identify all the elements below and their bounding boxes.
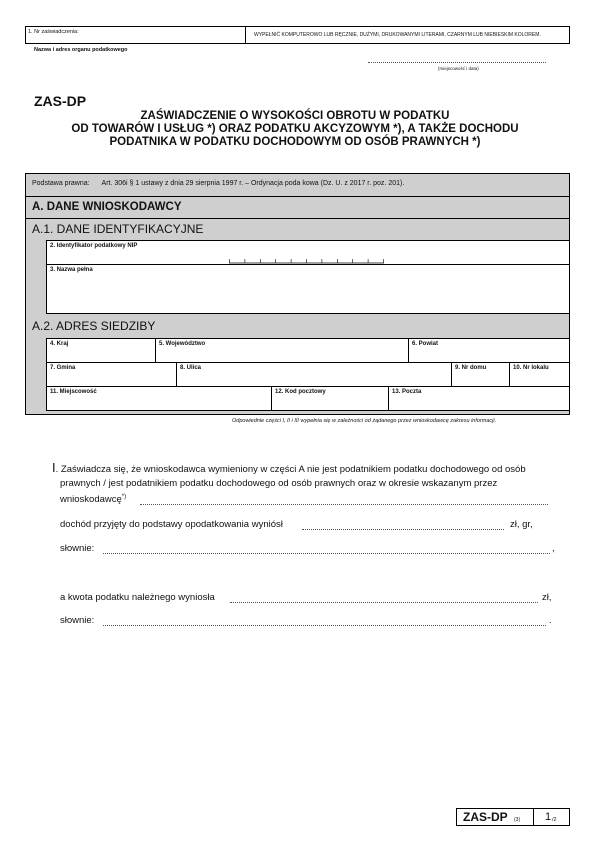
period-line[interactable] bbox=[140, 504, 548, 505]
wojewodztwo-label: 5. Województwo bbox=[159, 341, 206, 347]
footer-code-box bbox=[456, 808, 534, 826]
footer-pages: /2 bbox=[552, 817, 557, 823]
legal-text: Art. 306i § 1 ustawy z dnia 29 sierpnia 1997 r. – Ordynacja poda kowa (Dz. U. z 2017 r. poz. 201). bbox=[101, 180, 405, 187]
part-i-line3 bbox=[60, 494, 126, 505]
tax-label: a kwota podatku należnego wyniosła bbox=[60, 592, 215, 603]
office-label: Nazwa i adres organu podatkowego bbox=[34, 47, 128, 53]
nr-zaswiadczenia-box[interactable] bbox=[25, 26, 246, 44]
nip-field[interactable] bbox=[46, 240, 570, 265]
words2-label: słownie: bbox=[60, 615, 95, 626]
section-note: Odpowiednie części I, II i III wypełnia się w zależności od żądanego przez wnioskodawcę zakresu informacji. bbox=[232, 418, 497, 424]
kraj-field[interactable] bbox=[46, 338, 156, 363]
footer-version: (3) bbox=[514, 817, 521, 823]
words1-label: słownie: bbox=[60, 543, 95, 554]
part-i-line2: prawnych / jest podatnikiem podatku dochodowego od osób prawnych oraz w okresie wskazanym przez bbox=[60, 478, 498, 489]
words1-end: , bbox=[552, 543, 555, 554]
words2-end: . bbox=[549, 615, 552, 626]
income-amount-line[interactable] bbox=[302, 529, 504, 530]
nr-domu-label: 9. Nr domu bbox=[455, 365, 487, 371]
full-name-label: 3. Nazwa pełna bbox=[50, 267, 93, 273]
nr-domu-field[interactable] bbox=[451, 362, 510, 387]
footer-page-box bbox=[533, 808, 570, 826]
gmina-label: 7. Gmina bbox=[50, 365, 76, 371]
part-i-numeral: I bbox=[52, 460, 56, 475]
title-line-3: PODATNIKA W PODATKU DOCHODOWYM OD OSÓB PRAWNYCH *) bbox=[109, 136, 481, 148]
words1-line[interactable] bbox=[103, 553, 550, 554]
nr-lokalu-field[interactable] bbox=[509, 362, 570, 387]
instruction-box bbox=[245, 26, 570, 44]
divider-2 bbox=[25, 218, 570, 219]
footer-page: 1 bbox=[545, 811, 552, 823]
poczta-label: 13. Poczta bbox=[392, 389, 422, 395]
full-name-field[interactable] bbox=[46, 264, 570, 314]
gmina-field[interactable] bbox=[46, 362, 177, 387]
a1-title: A.1. DANE IDENTYFIKACYJNE bbox=[32, 222, 204, 236]
nip-label: 2. Identyfikator podatkowy NIP bbox=[50, 243, 138, 249]
part-i-sup: *) bbox=[121, 494, 127, 500]
powiat-label: 6. Powiat bbox=[412, 341, 439, 347]
section-a-title: A. DANE WNIOSKODAWCY bbox=[32, 201, 182, 213]
place-date-line[interactable] bbox=[368, 62, 546, 63]
legal-basis bbox=[32, 180, 404, 187]
footer-code: ZAS-DP bbox=[463, 810, 508, 824]
part-i-line1 bbox=[52, 460, 526, 475]
kraj-label: 4. Kraj bbox=[50, 341, 69, 347]
divider-1 bbox=[25, 196, 570, 197]
legal-label: Podstawa prawna: bbox=[32, 180, 90, 187]
tax-unit: zł, bbox=[542, 592, 552, 603]
form-code: ZAS-DP bbox=[34, 93, 87, 109]
nr-label: 1. Nr zaświadczenia: bbox=[28, 29, 79, 35]
wojewodztwo-field[interactable] bbox=[155, 338, 409, 363]
kod-pocztowy-label: 12. Kod pocztowy bbox=[275, 389, 326, 395]
poczta-field[interactable] bbox=[388, 386, 570, 411]
kod-pocztowy-field[interactable] bbox=[271, 386, 389, 411]
income-label: dochód przyjęty do podstawy opodatkowania wyniósł bbox=[60, 519, 283, 530]
title-line-1: ZAŚWIADCZENIE O WYSOKOŚCI OBROTU W PODATKU bbox=[140, 110, 450, 122]
words2-line[interactable] bbox=[103, 625, 546, 626]
powiat-field[interactable] bbox=[408, 338, 570, 363]
instruction-text: WYPEŁNIĆ KOMPUTEROWO LUB RĘCZNIE, DUŻYMI, DRUKOWANYMI LITERAMI, CZARNYM LUB NIEBIESKIM KOLOREM. bbox=[254, 32, 541, 38]
nr-lokalu-label: 10. Nr lokalu bbox=[513, 365, 549, 371]
place-date-label: (miejscowość i data) bbox=[438, 66, 479, 71]
income-unit: zł, gr, bbox=[510, 519, 533, 530]
miejscowosc-field[interactable] bbox=[46, 386, 272, 411]
form-title bbox=[60, 110, 530, 149]
ulica-label: 8. Ulica bbox=[180, 365, 202, 371]
title-line-2: OD TOWARÓW I USŁUG *) ORAZ PODATKU AKCYZOWYM *), A TAKŻE DOCHODU bbox=[71, 123, 519, 135]
part-i-text3: wnioskodawcę bbox=[60, 494, 122, 506]
a2-title: A.2. ADRES SIEDZIBY bbox=[32, 319, 156, 333]
tax-amount-line[interactable] bbox=[230, 602, 538, 603]
part-i-text1: . Zaświadcza się, że wnioskodawca wymieniony w części A nie jest podatnikiem podatku dochodowego od osób bbox=[55, 464, 526, 475]
ulica-field[interactable] bbox=[176, 362, 452, 387]
miejscowosc-label: 11. Miejscowość bbox=[50, 389, 97, 395]
